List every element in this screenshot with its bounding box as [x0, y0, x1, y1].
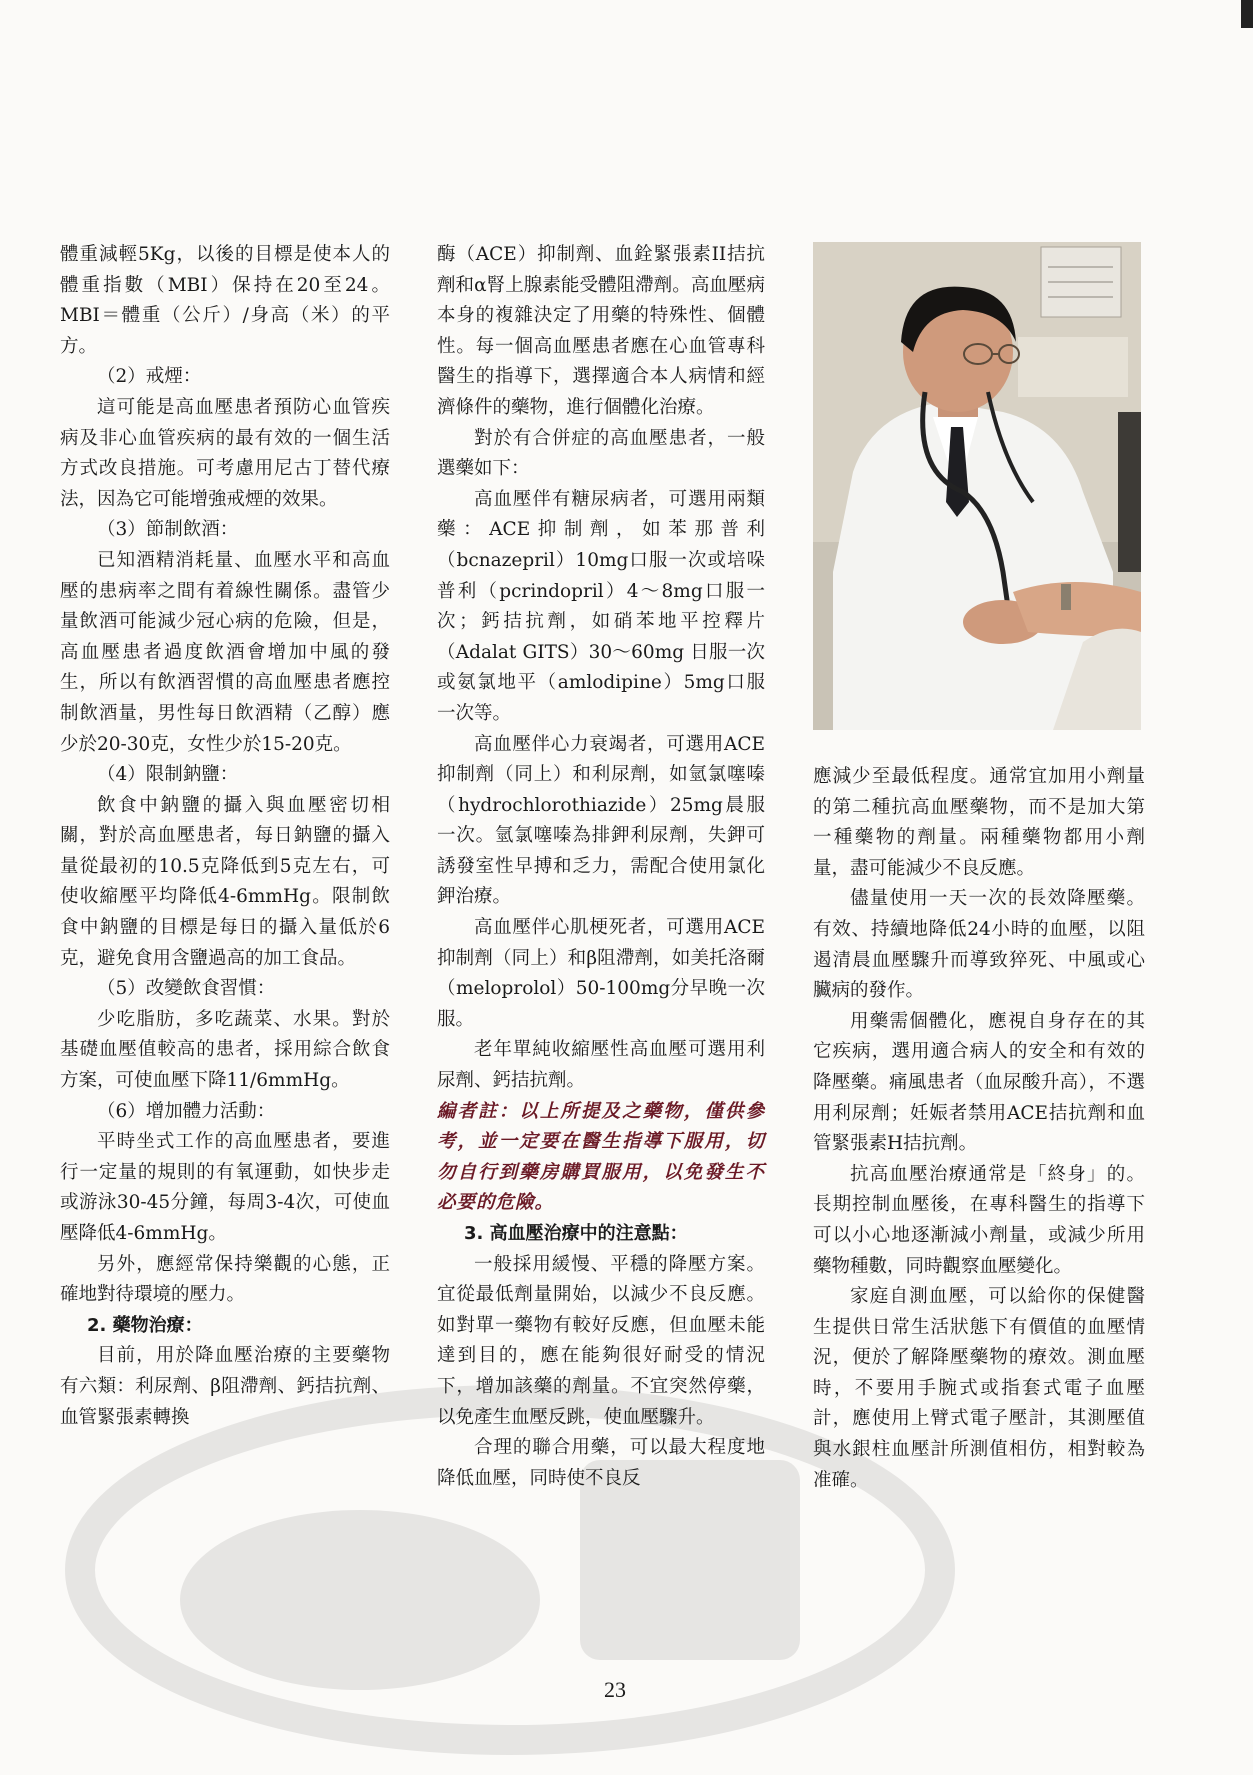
- paragraph: 應減少至最低程度。通常宜加用小劑量的第二種抗高血壓藥物，而不是加大第一種藥物的劑量。兩種藥物都用小劑量，盡可能減少不良反應。: [813, 766, 1145, 879]
- paragraph: 高血壓伴心肌梗死者，可選用ACE抑制劑（同上）和β阻滯劑，如美托洛爾（meloprolol）50-100mg分早晚一次服。: [437, 917, 765, 1030]
- paragraph: 高血壓伴心力衰竭者，可選用ACE抑制劑（同上）和利尿劑，如氫氯噻嗪（hydrochlorothiazide）25mg晨服一次。氫氯噻嗪為排鉀利尿劑，失鉀可誘發室性早搏和乏力，需配合使用氯化鉀治療。: [437, 733, 765, 908]
- text-column-middle: [437, 240, 765, 1494]
- paragraph: 另外，應經常保持樂觀的心態，正確地對待環境的壓力。: [60, 1253, 390, 1306]
- paragraph: 老年單純收縮壓性高血壓可選用利尿劑、鈣拮抗劑。: [437, 1039, 765, 1092]
- scan-corner-mark: [1241, 0, 1253, 28]
- paragraph: 用藥需個體化，應視自身存在的其它疾病，選用適合病人的安全和有效的降壓藥。痛風患者（血尿酸升高），不選用利尿劑；妊娠者禁用ACE拮抗劑和血管緊張素H拮抗劑。: [813, 1010, 1145, 1155]
- paragraph: 一般採用緩慢、平穩的降壓方案。宜從最低劑量開始，以減少不良反應。如對單一藥物有較好反應，但血壓未能達到目的，應在能夠很好耐受的情況下，增加該藥的劑量。不宜突然停藥，以免產生血壓反跳，使血壓驟升。: [437, 1253, 765, 1428]
- text-column-left: [60, 240, 390, 1433]
- paragraph: 酶（ACE）抑制劑、血銓緊張素II拮抗劑和α腎上腺素能受體阻滯劑。高血壓病本身的複雜決定了用藥的特殊性、個體性。每一個高血壓患者應在心血管專科醫生的指導下，選擇適合本人病情和經濟條件的藥物，進行個體化治療。: [437, 244, 765, 418]
- paragraph: 平時坐式工作的高血壓患者，要進行一定量的規則的有氧運動，如快步走或游泳30-45分鐘，每周3-4次，可使血壓降低4-6mmHg。: [60, 1131, 390, 1244]
- paragraph: 抗高血壓治療通常是「終身」的。長期控制血壓後，在專科醫生的指導下可以小心地逐漸減小劑量，或減少所用藥物種數，同時觀察血壓變化。: [813, 1163, 1145, 1277]
- doctor-taking-pulse-photo: [813, 242, 1141, 730]
- paragraph: 少吃脂肪，多吃蔬菜、水果。對於基礎血壓值較高的患者，採用綜合飲食方案，可使血壓下降11/6mmHg。: [60, 1008, 390, 1092]
- paragraph: 家庭自測血壓，可以給你的保健醫生提供日常生活狀態下有價值的血壓情況，便於了解降壓藥物的療效。測血壓時，不要用手腕式或指套式電子血壓計，應使用上臂式電子壓計，其測壓值與水銀柱血壓計所測值相仿，相對較為准確。: [813, 1286, 1145, 1491]
- paragraph: 體重減輕5Kg，以後的目標是使本人的體重指數（MBI）保持在20至24。MBI＝體重（公斤）/身高（米）的平方。: [60, 244, 390, 357]
- paragraph: 飲食中鈉鹽的攝入與血壓密切相關，對於高血壓患者，每日鈉鹽的攝入量從最初的10.5克降低到5克左右，可使收縮壓平均降低4-6mmHg。限制飲食中鈉鹽的目標是每日的攝入量低於6克，避免食用含鹽過高的加工食品。: [60, 794, 390, 969]
- section-heading: 3. 高血壓治療中的注意點：: [464, 1223, 688, 1244]
- paragraph: 已知酒精消耗量、血壓水平和高血壓的患病率之間有着線性關係。盡管少量飲酒可能減少冠心病的危險，但是，高血壓患者過度飲酒會增加中風的發生，所以有飲酒習慣的高血壓患者應控制飲酒量，男性每日飲酒精（乙醇）應少於20-30克，女性少於15-20克。: [60, 549, 390, 755]
- page-number: 23: [604, 1677, 626, 1702]
- subsection-heading: （2）戒煙：: [97, 366, 202, 388]
- paragraph: 合理的聯合用藥，可以最大程度地降低血壓，同時使不良反: [437, 1437, 765, 1489]
- subsection-heading: （3）節制飲酒：: [97, 519, 239, 541]
- subsection-heading: （5）改變飲食習慣：: [97, 978, 276, 1000]
- paragraph: 高血壓伴有糖尿病者，可選用兩類藥：ACE抑制劑，如苯那普利（bcnazepril）10mg口服一次或培哚普利（pcrindopril）4～8mg口服一次；鈣拮抗劑，如硝苯地平控釋片（Adalat GITS）30～60mg 日服一次或氨氯地平（amlodipine）5mg口服一次等。: [437, 488, 765, 724]
- paragraph: 儘量使用一天一次的長效降壓藥。有效、持續地降低24小時的血壓，以阻遏清晨血壓驟升而導致猝死、中風或心臟病的發作。: [813, 888, 1145, 1002]
- paragraph: 這可能是高血壓患者預防心血管疾病及非心血管疾病的最有效的一個生活方式改良措施。可考慮用尼古丁替代療法，因為它可能增強戒煙的效果。: [60, 396, 390, 510]
- editor-note: 編者註：以上所提及之藥物，僅供參考，並一定要在醫生指導下服用，切勿自行到藥房購買服用，以免發生不必要的危險。: [437, 1100, 765, 1214]
- subsection-heading: （4）限制鈉鹽：: [97, 764, 239, 786]
- subsection-heading: （6）增加體力活動：: [97, 1100, 276, 1122]
- paragraph: 對於有合併症的高血壓患者，一般選藥如下：: [437, 427, 765, 480]
- text-column-right: [813, 762, 1145, 1496]
- paragraph: 目前，用於降血壓治療的主要藥物有六類：利尿劑、β阻滯劑、鈣拮抗劑、血管緊張素轉換: [60, 1345, 390, 1428]
- section-heading: 2. 藥物治療：: [87, 1314, 203, 1336]
